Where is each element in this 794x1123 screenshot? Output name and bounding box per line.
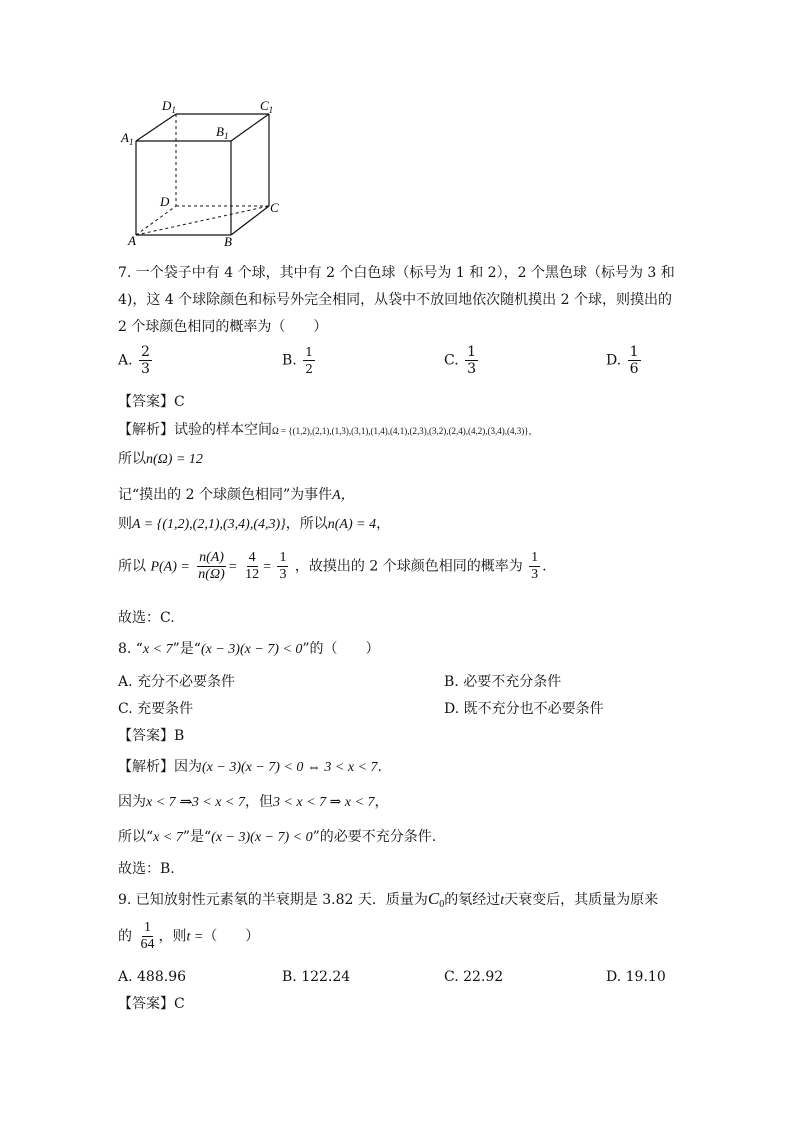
cube-figure	[118, 96, 298, 248]
q8-option-b: B. 必要不充分条件	[444, 674, 562, 690]
q7-option-c: C. $\frac{1}{3}$	[444, 344, 477, 377]
q7-option-a: A. $\frac{2}{3}$	[118, 344, 150, 377]
q9-line1: 9. 已知放射性元素氡的半衰期是 3.82 天．质量为$C_0$的氡经过t天衰变后，其质量为原来	[118, 889, 659, 910]
label-c: C	[270, 200, 279, 215]
q8-answer: 【答案】B	[118, 728, 185, 744]
q7-count-line: 所以n(Ω) = 12	[118, 451, 203, 467]
label-d: D	[160, 194, 170, 209]
sample-space: Ω = {(1,2),(2,1),(1,3),(3,1),(1,4),(4,1),(2,3),(3,2),(2,4),(4,2),(3,4),(4,3)}，	[272, 426, 538, 436]
q9-answer: 【答案】C	[118, 996, 185, 1012]
label-b1: $B_1$	[216, 124, 229, 141]
q7-line1: 7. 一个袋子中有 4 个球，其中有 2 个白色球（标号为 1 和 2），2 个黑色球（标号为 3 和	[118, 265, 675, 281]
q7-then-line: 则A = {(1,2),(2,1),(3,4),(4,3)}，所以n(A) = 4，	[118, 516, 391, 532]
q9-option-d: D. 19.10	[606, 969, 666, 985]
q7-analysis-line: 【解析】试验的样本空间Ω = {(1,2),(2,1),(1,3),(3,1),(1,4),(4,1),(2,3),(3,2),(2,4),(4,2),(3,4),(4,3)}，	[118, 422, 538, 438]
q7-choose: 故选：C.	[118, 610, 175, 626]
q9-line2: 的 $\frac{1}{64}$ ，则t =（ ）	[118, 920, 260, 952]
q8-analysis-3: 所以“x < 7”是“(x − 3)(x − 7) < 0”的必要不充分条件.	[118, 829, 437, 845]
label-a1: $A_1$	[121, 130, 134, 147]
q8-option-d: D. 既不充分也不必要条件	[444, 701, 604, 717]
q7-event-line: 记“摸出的 2 个球颜色相同”为事件A，	[118, 487, 355, 503]
label-d1: $D_1$	[162, 98, 176, 115]
q7-prob-line: 所以 P(A) = $\frac{n(A)}{n(\Omega)}$ = $\frac{4}{12}$ = $\frac{1}{3}$ ，故摸出的 2 个球颜色相同的概率为 $\frac{1}{3}$ .	[118, 550, 547, 582]
q9-option-c: C. 22.92	[444, 969, 504, 985]
edge-b1c1	[231, 114, 269, 141]
q8-analysis-1: 【解析】因为(x − 3)(x − 7) < 0 ⇔ 3 < x < 7.	[118, 759, 382, 775]
q8-option-c: C. 充要条件	[118, 701, 194, 717]
q8-stem: 8. “x < 7”是“(x − 3)(x − 7) < 0”的（ ）	[118, 641, 380, 657]
label-a: A	[128, 233, 136, 248]
q7-option-b: B. $\frac{1}{2}$	[282, 345, 313, 376]
q8-choose: 故选：B.	[118, 861, 175, 877]
q8-analysis-2: 因为x < 7 ⇒3 < x < 7，但3 < x < 7 ⇒ x < 7，	[118, 794, 389, 810]
q7-line3: 2 个球颜色相同的概率为（ ）	[118, 319, 328, 335]
label-b: B	[224, 234, 232, 248]
q9-option-a: A. 488.96	[118, 969, 187, 985]
label-c1: $C_1$	[260, 98, 274, 115]
q8-option-a: A. 充分不必要条件	[118, 674, 236, 690]
q7-answer: 【答案】C	[118, 394, 185, 410]
q9-option-b: B. 122.24	[282, 969, 351, 985]
q7-line2: 4)，这 4 个球除颜色和标号外完全相同，从袋中不放回地依次随机摸出 2 个球，则摸出的	[118, 292, 672, 308]
edge-a1d1	[136, 114, 176, 141]
q7-option-d: D. $\frac{1}{6}$	[606, 344, 639, 377]
